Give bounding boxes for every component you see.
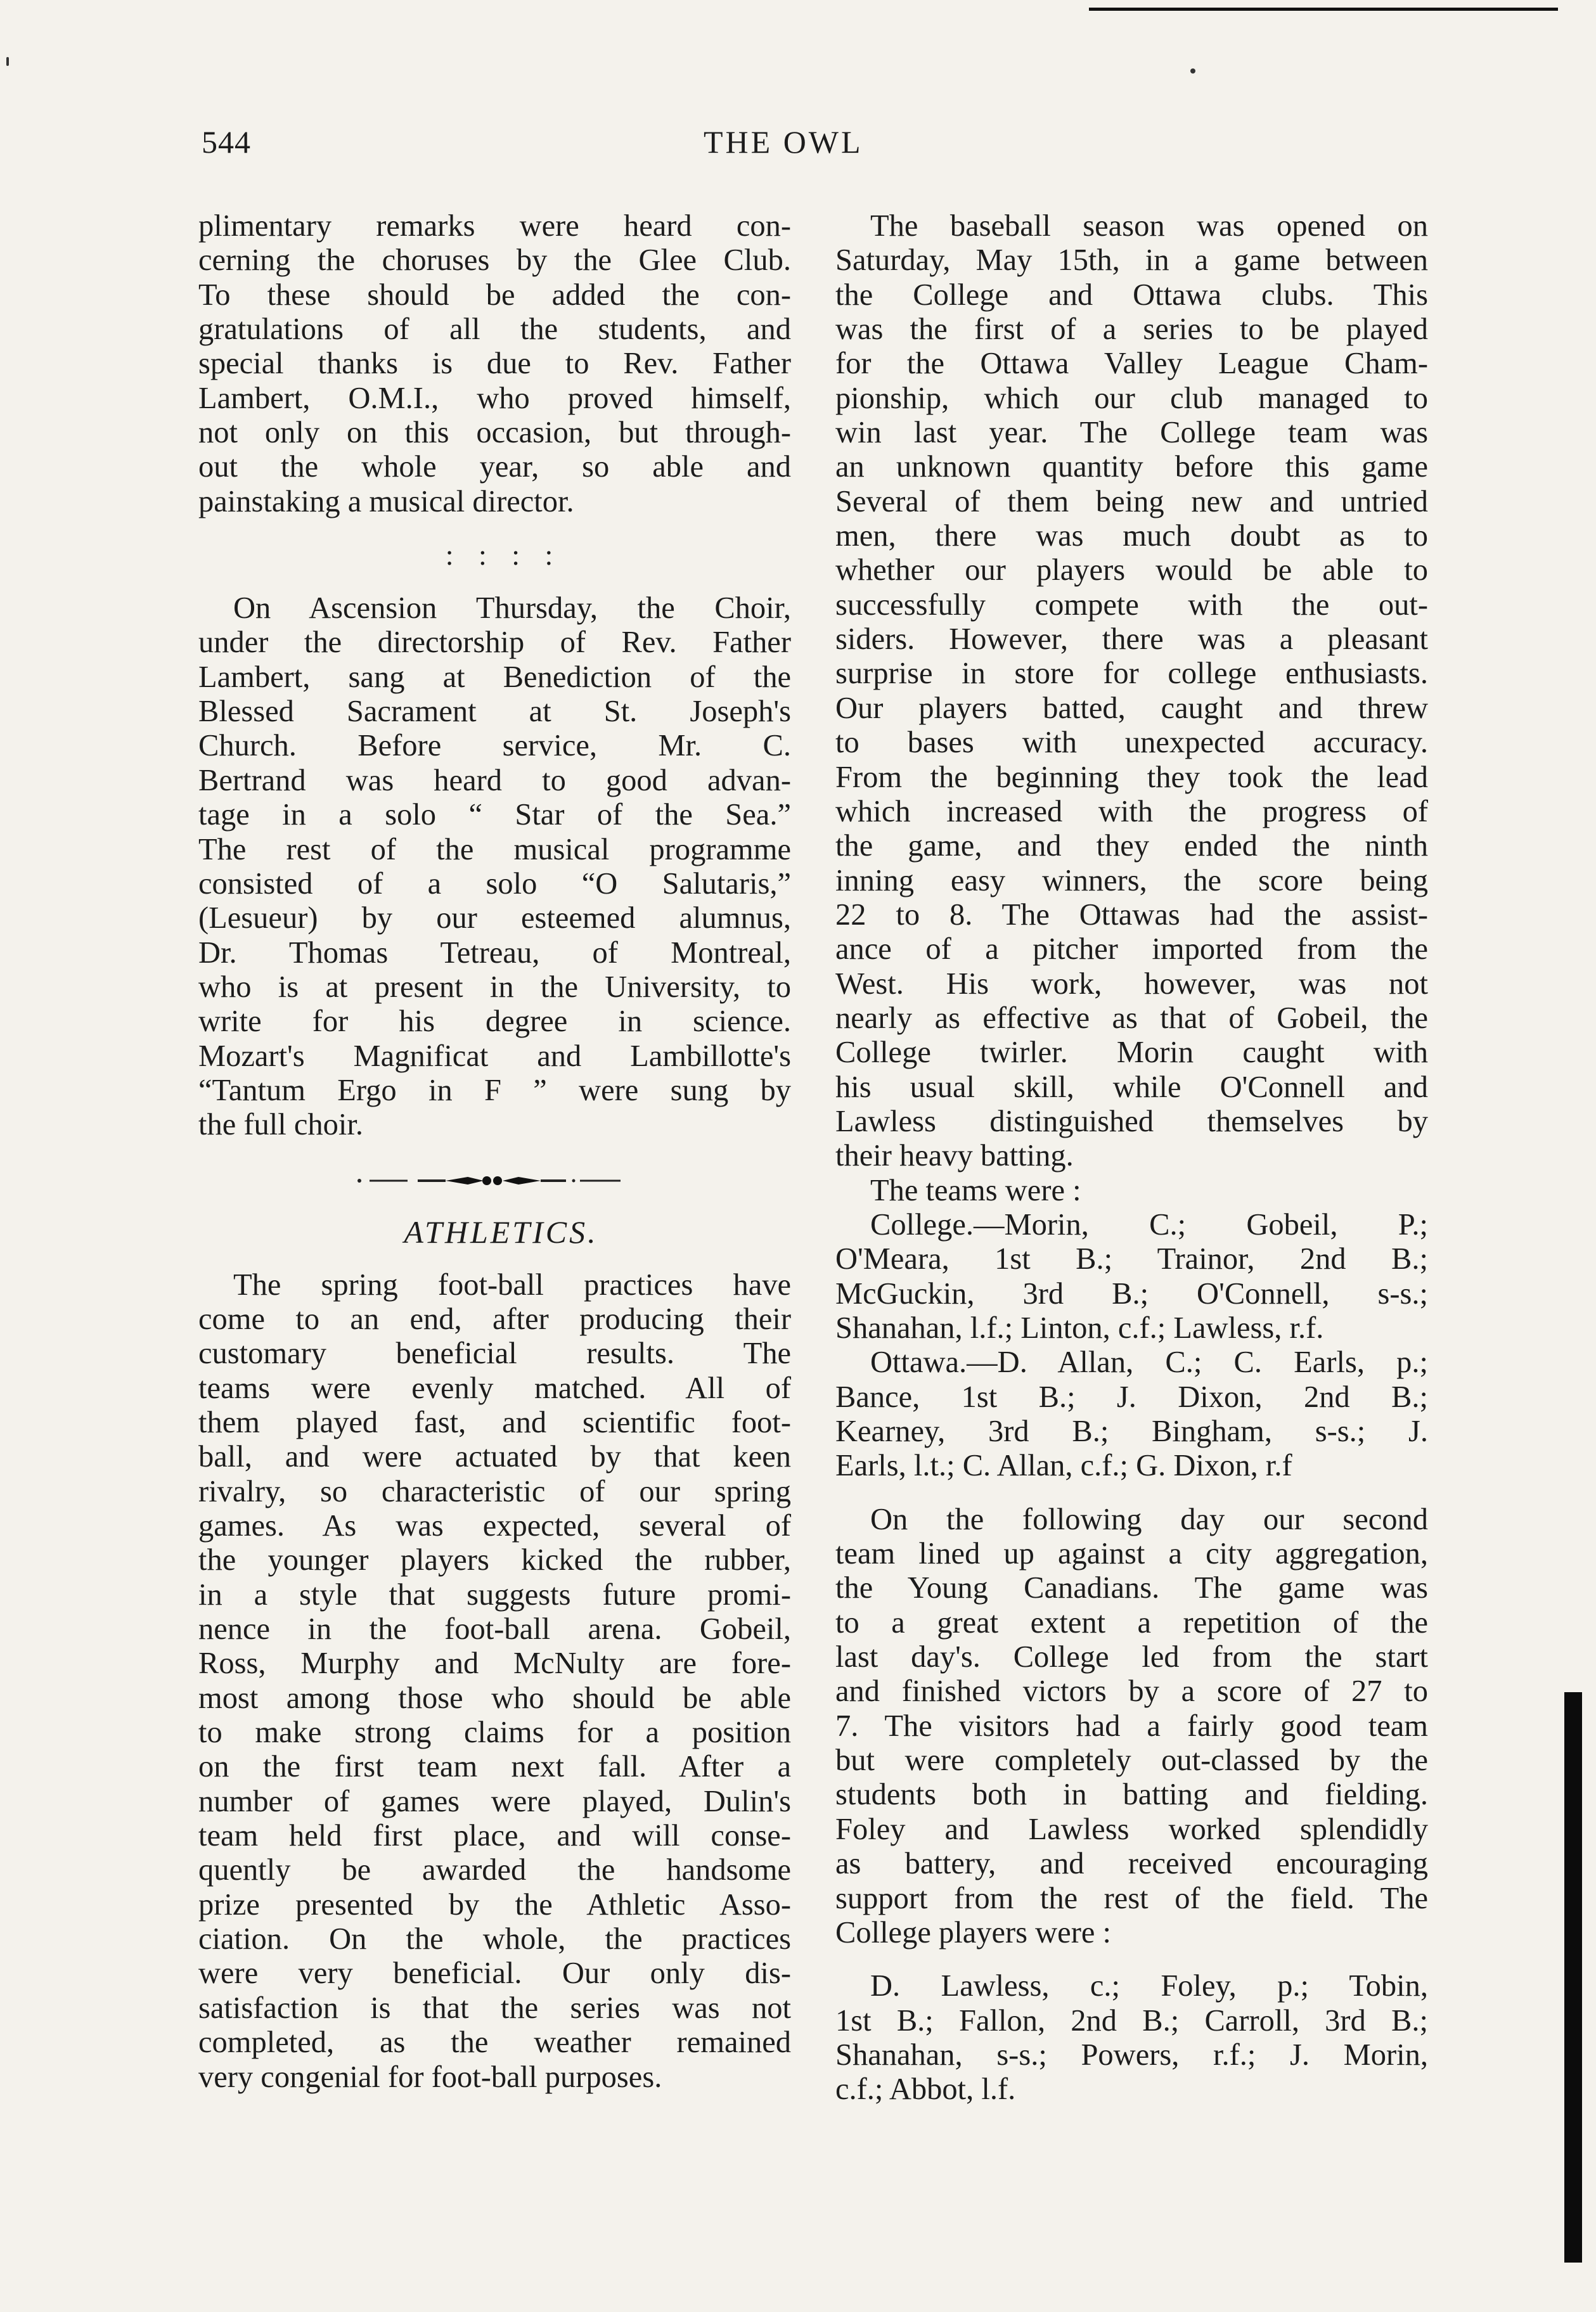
text-line: the Young Canadians. The game was — [835, 1571, 1428, 1605]
text-line: the full choir. — [198, 1108, 363, 1142]
text-line: nence in the foot-ball arena. Gobeil, — [198, 1612, 791, 1647]
right-column — [835, 209, 1428, 2107]
text-line: On Ascension Thursday, the Choir, — [233, 591, 791, 626]
text-line: come to an end, after producing their — [198, 1302, 791, 1336]
paragraph-second-team — [835, 1503, 1428, 1950]
text-line: “Tantum Ergo in F ” were sung by — [198, 1073, 791, 1107]
text-line: Shanahan, l.f.; Linton, c.f.; Lawless, r.f. — [835, 1311, 1324, 1345]
text-line: students both in batting and fielding. — [835, 1778, 1428, 1812]
text-line: The spring foot-ball practices have — [233, 1268, 791, 1302]
text-line: the College and Ottawa clubs. This — [835, 278, 1428, 312]
text-line: satisfaction is that the series was not — [198, 1991, 791, 2025]
text-line: games. As was expected, several of — [198, 1509, 791, 1543]
text-line: their heavy batting. — [835, 1139, 1074, 1173]
text-line: under the directorship of Rev. Father — [198, 626, 791, 660]
text-line: ance of a pitcher imported from the — [835, 932, 1428, 967]
paragraph-glee-club — [198, 209, 791, 519]
text-line: Dr. Thomas Tetreau, of Montreal, — [198, 935, 791, 970]
text-line: in a style that suggests future promi- — [198, 1577, 791, 1612]
text-line: to bases with unexpected accuracy. — [835, 726, 1428, 760]
ornament-divider-icon — [357, 1174, 623, 1187]
paragraph-football-practices — [198, 1268, 791, 2095]
text-line: special thanks is due to Rev. Father — [198, 347, 791, 381]
text-line: men, there was much doubt as to — [835, 519, 1428, 553]
text-line: but were completely out-classed by the — [835, 1744, 1428, 1778]
text-line: the younger players kicked the rubber, — [198, 1543, 791, 1577]
text-line: the game, and they ended the ninth — [835, 829, 1428, 863]
text-line: very congenial for foot-ball purposes. — [198, 2060, 662, 2094]
text-line: support from the rest of the field. The — [835, 1881, 1428, 1915]
text-line: Church. Before service, Mr. C. — [198, 729, 791, 763]
second-team-lineup — [835, 1969, 1428, 2107]
text-line: for the Ottawa Valley League Cham- — [835, 347, 1428, 381]
section-heading-athletics: ATHLETICS. — [404, 1214, 598, 1250]
text-line: ball, and were actuated by that keen — [198, 1440, 791, 1474]
text-line: (Lesueur) by our esteemed alumnus, — [198, 901, 791, 935]
text-line: 22 to 8. The Ottawas had the assist- — [835, 897, 1428, 932]
text-line: Shanahan, s-s.; Powers, r.f.; J. Morin, — [835, 2038, 1428, 2072]
text-line: Bance, 1st B.; J. Dixon, 2nd B.; — [835, 1380, 1428, 1414]
text-line: Ottawa.—D. Allan, C.; C. Earls, p.; — [870, 1345, 1428, 1380]
college-lineup — [835, 1208, 1428, 1345]
text-line: who is at present in the University, to — [198, 970, 791, 1004]
text-line: Earls, l.t.; C. Allan, c.f.; G. Dixon, r.f — [835, 1449, 1292, 1483]
text-line: win last year. The College team was — [835, 416, 1428, 450]
text-line: Mozart's Magnificat and Lambillotte's — [198, 1039, 791, 1073]
text-line: Our players batted, caught and threw — [835, 691, 1428, 725]
text-line: successfully compete with the out- — [835, 588, 1428, 622]
page-header — [0, 124, 1596, 174]
text-line: write for his degree in science. — [198, 1005, 791, 1039]
text-line: painstaking a musical director. — [198, 484, 574, 518]
text-line: cerning the choruses by the Glee Club. — [198, 243, 791, 278]
text-line: customary beneficial results. The — [198, 1337, 791, 1371]
text-line: Bertrand was heard to good advan- — [198, 763, 791, 797]
text-line: Saturday, May 15th, in a game between — [835, 243, 1428, 278]
text-line: surprise in store for college enthusiasts. — [835, 657, 1428, 691]
text-line: c.f.; Abbot, l.f. — [835, 2072, 1016, 2107]
text-line: The baseball season was opened on — [870, 209, 1428, 243]
text-line: College players were : — [835, 1915, 1111, 1949]
text-line: teams were evenly matched. All of — [198, 1371, 791, 1405]
text-line: whether our players would be able to — [835, 553, 1428, 588]
teams-intro: The teams were : — [870, 1173, 1081, 1207]
text-line: 7. The visitors had a fairly good team — [835, 1709, 1428, 1743]
text-line: as battery, and received encouraging — [835, 1847, 1428, 1881]
text-line: completed, as the weather remained — [198, 2026, 791, 2060]
text-line: Foley and Lawless worked splendidly — [835, 1812, 1428, 1846]
text-line: rivalry, so characteristic of our spring — [198, 1474, 791, 1508]
text-line: number of games were played, Dulin's — [198, 1784, 791, 1818]
text-line: siders. However, there was a pleasant — [835, 622, 1428, 657]
text-line: on the first team next fall. After a — [198, 1750, 791, 1784]
page-number: 544 — [202, 124, 251, 160]
text-line: Lambert, O.M.I., who proved himself, — [198, 381, 791, 415]
ottawa-lineup — [835, 1345, 1428, 1483]
text-line: inning easy winners, the score being — [835, 863, 1428, 897]
text-line: nearly as effective as that of Gobeil, the — [835, 1001, 1428, 1035]
section-separator: : : : : — [445, 539, 562, 572]
text-line: plimentary remarks were heard con- — [198, 209, 791, 243]
text-line: McGuckin, 3rd B.; O'Connell, s-s.; — [835, 1276, 1428, 1311]
scan-edge-mark-right — [1564, 1692, 1582, 2263]
text-line: Lawless distinguished themselves by — [835, 1104, 1428, 1138]
text-line: Ross, Murphy and McNulty are fore- — [198, 1647, 791, 1681]
left-column — [198, 209, 791, 2095]
paragraph-baseball-season — [835, 209, 1428, 1174]
running-title: THE OWL — [704, 124, 863, 160]
text-line: team held first place, and will conse- — [198, 1819, 791, 1853]
text-line: On the following day our second — [870, 1502, 1428, 1536]
text-line: them played fast, and scientific foot- — [198, 1405, 791, 1439]
text-line: was the first of a series to be played — [835, 312, 1428, 347]
text-line: The rest of the musical programme — [198, 832, 791, 866]
text-line: were very beneficial. Our only dis- — [198, 1956, 791, 1991]
text-line: out the whole year, so able and — [198, 450, 791, 484]
text-line: to a great extent a repetition of the — [835, 1605, 1428, 1640]
text-line: Several of them being new and untried — [835, 484, 1428, 518]
scan-speck — [1190, 68, 1195, 74]
scan-speck — [6, 57, 9, 66]
text-line: O'Meara, 1st B.; Trainor, 2nd B.; — [835, 1242, 1428, 1276]
text-line: College.—Morin, C.; Gobeil, P.; — [870, 1207, 1428, 1242]
text-line: quently be awarded the handsome — [198, 1853, 791, 1887]
scan-edge-mark-top — [1089, 8, 1558, 11]
text-line: To these should be added the con- — [198, 278, 791, 312]
text-line: West. His work, however, was not — [835, 967, 1428, 1001]
paragraph-ascension-choir — [198, 591, 791, 1143]
text-line: pionship, which our club managed to — [835, 381, 1428, 415]
text-line: 1st B.; Fallon, 2nd B.; Carroll, 3rd B.; — [835, 2003, 1428, 2038]
text-line: prize presented by the Athletic Asso- — [198, 1887, 791, 1922]
text-line: Kearney, 3rd B.; Bingham, s-s.; J. — [835, 1415, 1428, 1449]
text-line: Lambert, sang at Benediction of the — [198, 660, 791, 694]
text-line: not only on this occasion, but through- — [198, 416, 791, 450]
text-line: Blessed Sacrament at St. Joseph's — [198, 695, 791, 729]
text-line: College twirler. Morin caught with — [835, 1036, 1428, 1070]
text-line: most among those who should be able — [198, 1681, 791, 1715]
text-line: to make strong claims for a position — [198, 1716, 791, 1750]
text-line: consisted of a solo “O Salutaris,” — [198, 866, 791, 901]
text-line: D. Lawless, c.; Foley, p.; Tobin, — [870, 1969, 1428, 2003]
text-line: his usual skill, while O'Connell and — [835, 1070, 1428, 1104]
text-line: gratulations of all the students, and — [198, 312, 791, 347]
text-line: team lined up against a city aggregation, — [835, 1537, 1428, 1571]
ornament-rule — [198, 1162, 791, 1196]
text-line: an unknown quantity before this game — [835, 450, 1428, 484]
text-line: and finished victors by a score of 27 to — [835, 1674, 1428, 1709]
text-line: From the beginning they took the lead — [835, 760, 1428, 794]
text-line: tage in a solo “ Star of the Sea.” — [198, 798, 791, 832]
text-line: which increased with the progress of — [835, 794, 1428, 828]
text-line: ciation. On the whole, the practices — [198, 1922, 791, 1956]
text-line: last day's. College led from the start — [835, 1640, 1428, 1674]
